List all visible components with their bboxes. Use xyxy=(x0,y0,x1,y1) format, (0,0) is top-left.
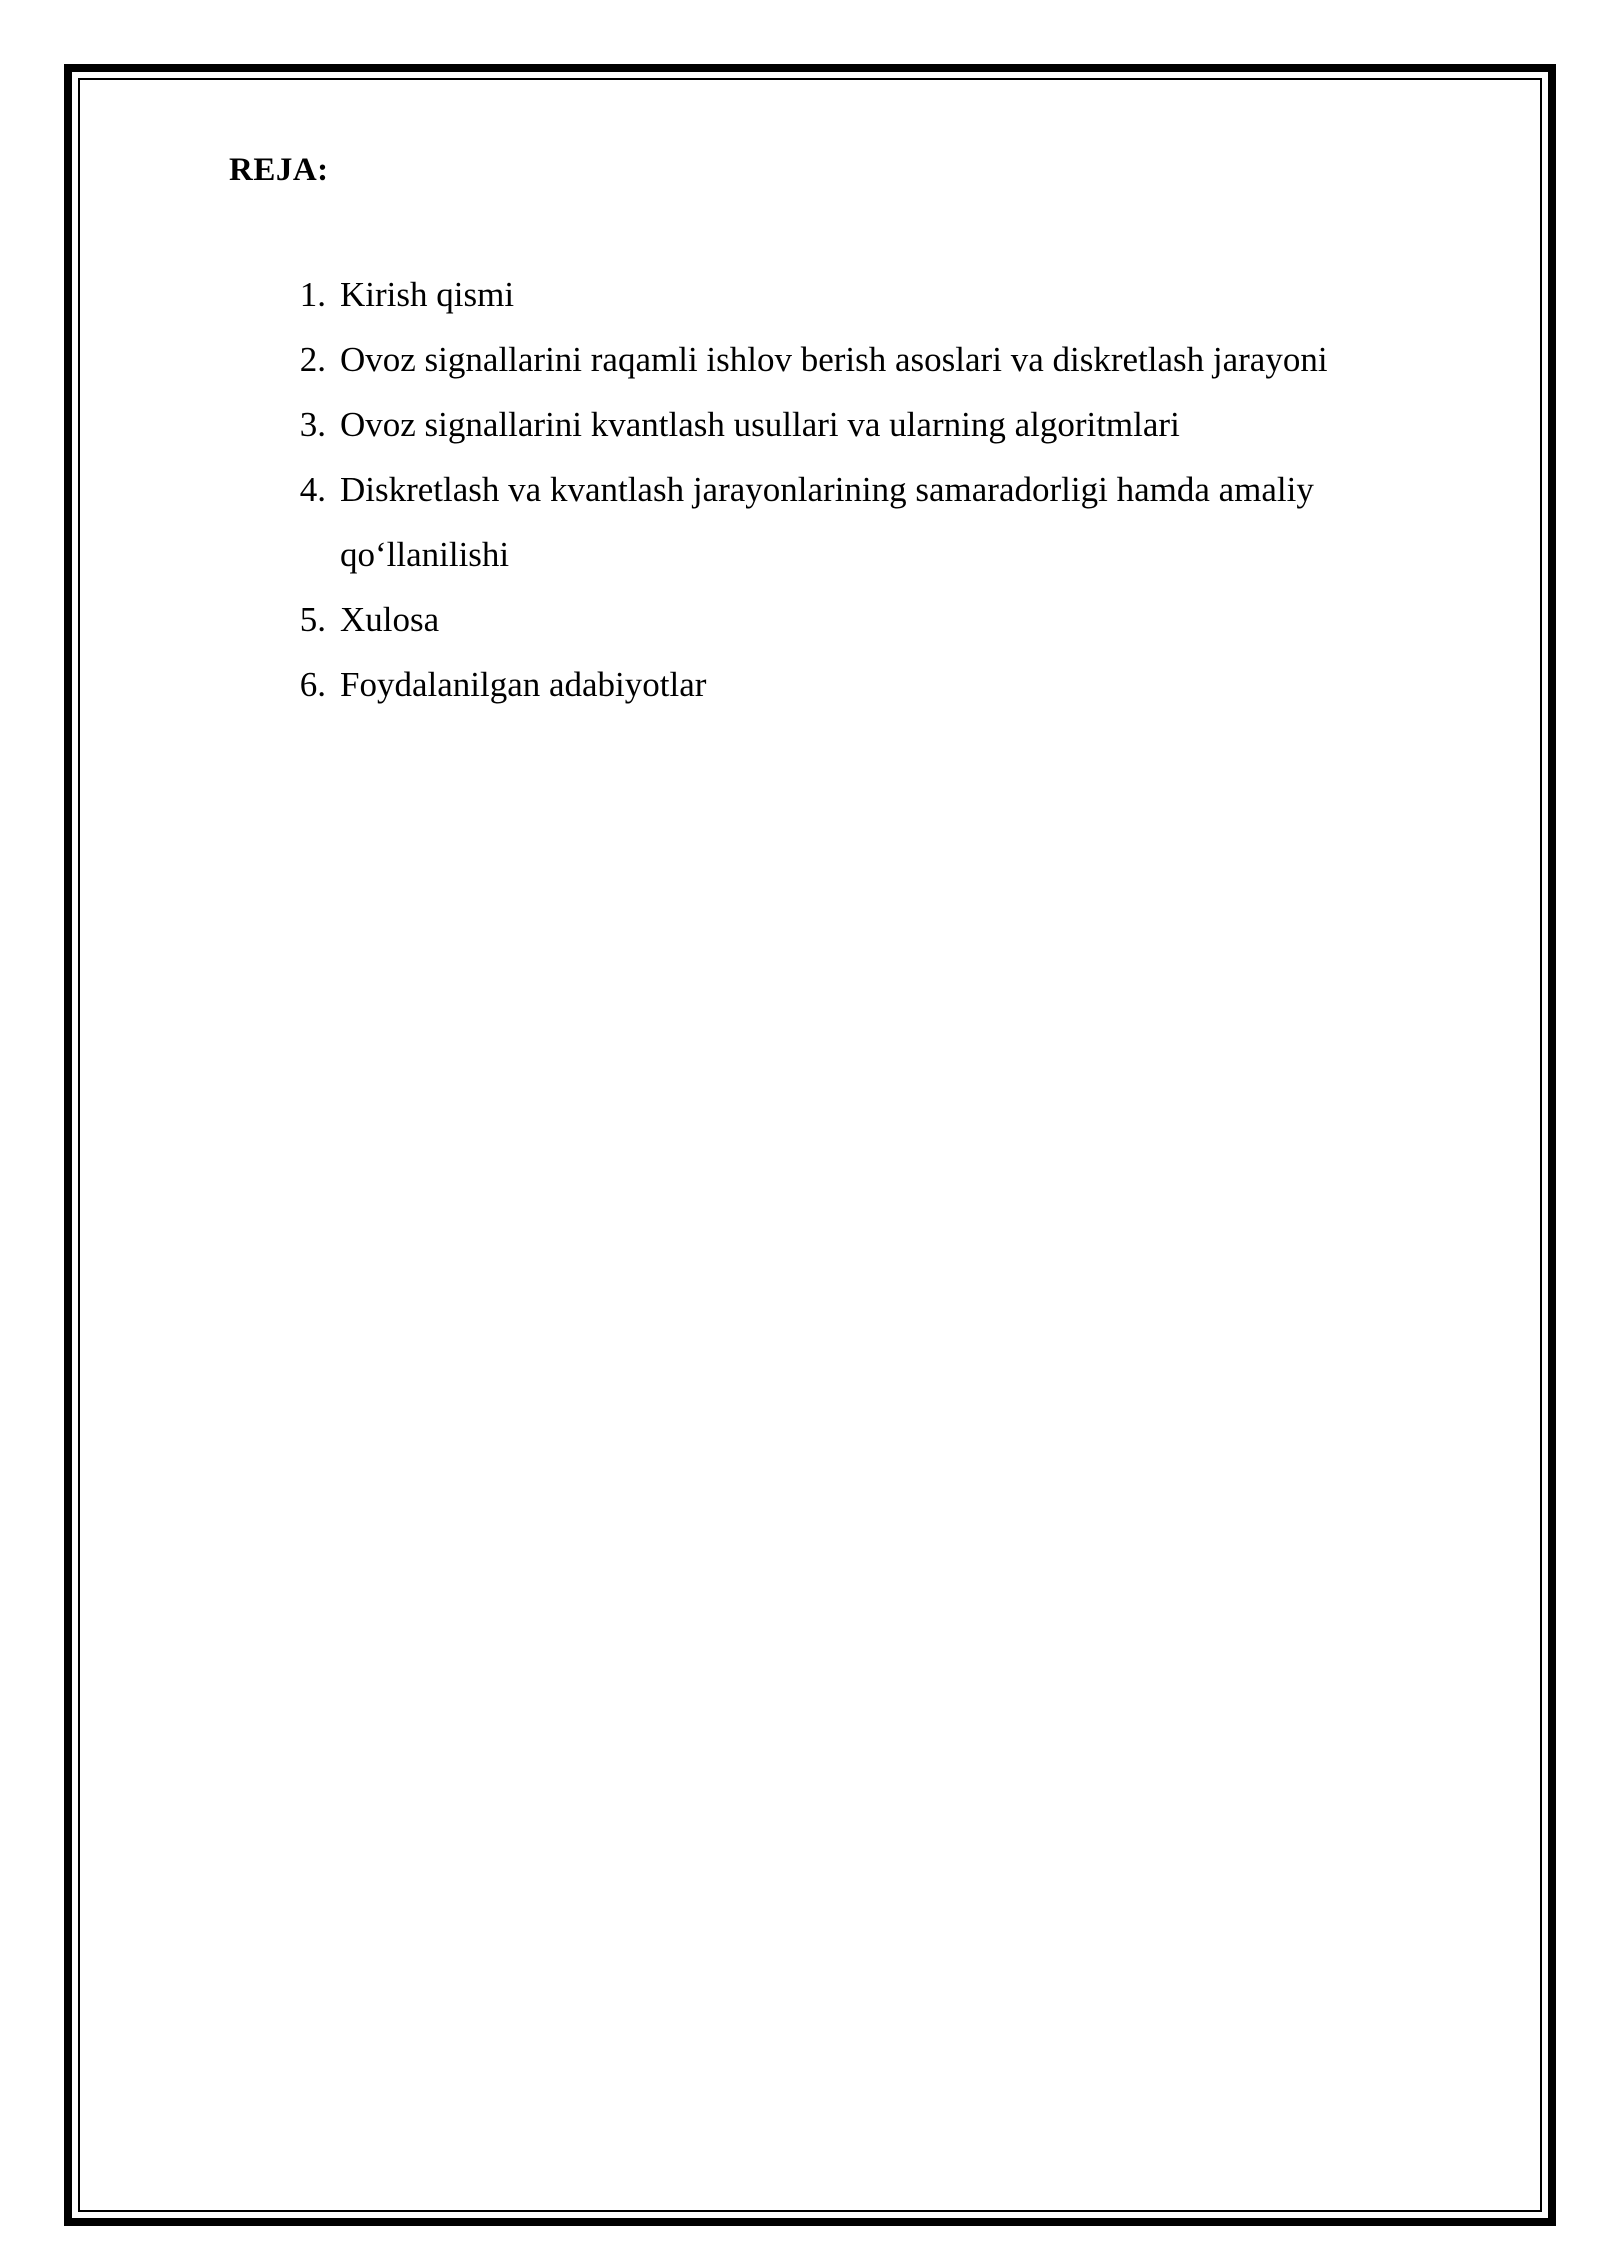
list-item-text: Ovoz signallarini kvantlash usullari va ularning algoritmlari xyxy=(340,405,1180,444)
list-item-number: 3. xyxy=(299,405,326,444)
list-item xyxy=(272,587,1412,652)
plan-list xyxy=(272,262,1412,717)
list-item xyxy=(272,457,1412,587)
list-item-number: 2. xyxy=(299,340,326,379)
list-item-number: 1. xyxy=(299,275,326,314)
list-item-text: Ovoz signallarini raqamli ishlov berish asoslari va diskretlash jarayoni xyxy=(340,340,1328,379)
list-item-number: 5. xyxy=(299,600,326,639)
list-item-text: Kirish qismi xyxy=(340,275,515,314)
list-item xyxy=(272,262,1412,327)
list-item xyxy=(272,392,1412,457)
list-item xyxy=(272,652,1412,717)
list-item xyxy=(272,327,1412,392)
list-item-text: Diskretlash va kvantlash jarayonlarining samaradorligi hamda amaliy qo‘llanilishi xyxy=(340,470,1314,574)
list-item-number: 6. xyxy=(299,665,326,704)
list-item-text: Foydalanilgan adabiyotlar xyxy=(340,665,707,704)
list-item-number: 4. xyxy=(299,470,326,509)
page-title: REJA: xyxy=(229,152,329,188)
list-item-text: Xulosa xyxy=(340,600,440,639)
